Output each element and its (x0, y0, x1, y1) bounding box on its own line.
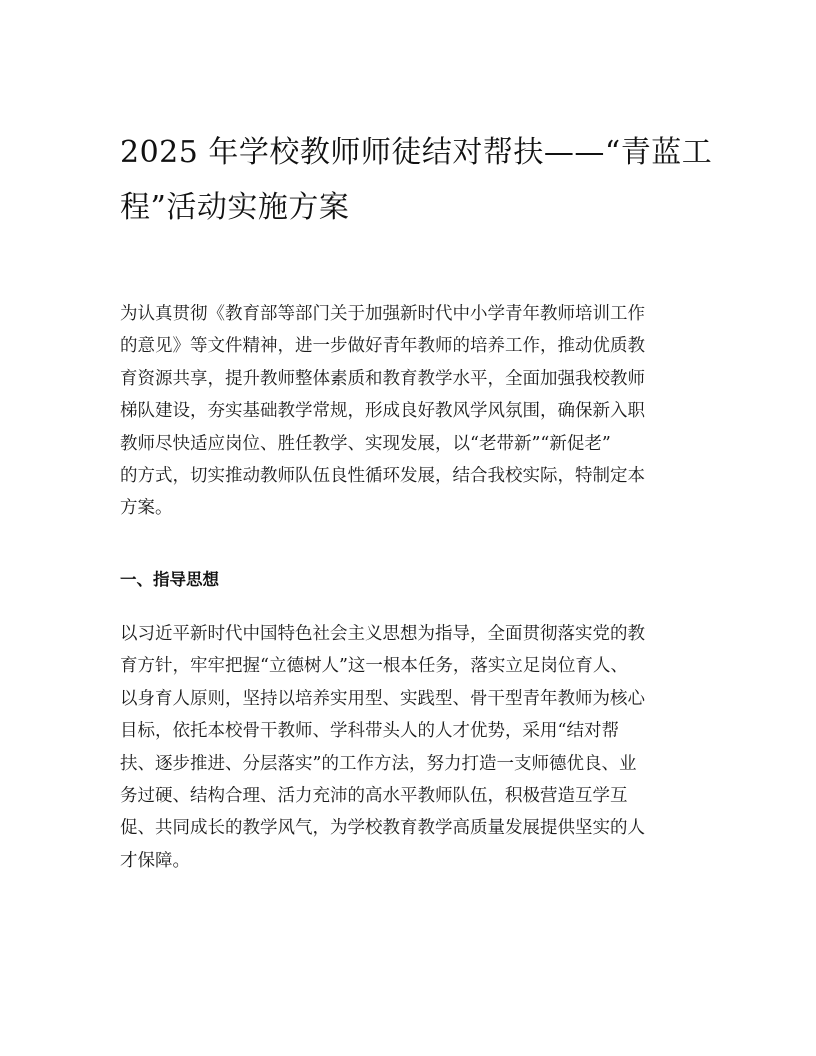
title-line: 2025 年学校教师师徒结对帮扶——“青蓝工 (120, 135, 713, 170)
guiding-ideology-paragraph (120, 618, 700, 877)
guide-line: 务过硬、结构合理、活力充沛的高水平教师队伍，积极营造互学互 (120, 786, 628, 807)
intro-paragraph (120, 298, 700, 525)
intro-line: 方案。 (120, 498, 173, 519)
guide-line: 以习近平新时代中国特色社会主义思想为指导，全面贯彻落实党的教 (120, 624, 645, 644)
guide-line: 才保障。 (120, 850, 190, 871)
guide-line: 以身育人原则，坚持以培养实用型、实践型、骨干型青年教师为核心 (120, 688, 645, 709)
intro-line: 为认真贯彻《教育部等部门关于加强新时代中小学青年教师培训工作 (120, 304, 645, 324)
document-title (120, 125, 713, 235)
intro-line: 梯队建设，夯实基础教学常规，形成良好教风学风氛围，确保新入职 (120, 401, 645, 422)
title-line: 程”活动实施方案 (120, 190, 350, 225)
guide-line: 扶、逐步推进、分层落实”的工作方法，努力打造一支师德优良、业 (120, 753, 637, 774)
guide-line: 目标，依托本校骨干教师、学科带头人的人才优势，采用“结对帮 (120, 721, 619, 742)
guide-line: 促、共同成长的教学风气，为学校教育教学高质量发展提供坚实的人 (120, 818, 645, 839)
section-heading-guiding-ideology: 一、指导思想 (120, 570, 219, 589)
intro-line: 的意见》等文件精神，进一步做好青年教师的培养工作，推动优质教 (120, 336, 645, 357)
intro-line: 的方式，切实推动教师队伍良性循环发展，结合我校实际，特制定本 (120, 466, 645, 487)
intro-line: 教师尽快适应岗位、胜任教学、实现发展，以“老带新”“新促老” (120, 433, 611, 454)
guide-line: 育方针，牢牢把握“立德树人”这一根本任务，落实立足岗位育人、 (120, 656, 628, 677)
intro-line: 育资源共享，提升教师整体素质和教育教学水平，全面加强我校教师 (120, 368, 645, 389)
